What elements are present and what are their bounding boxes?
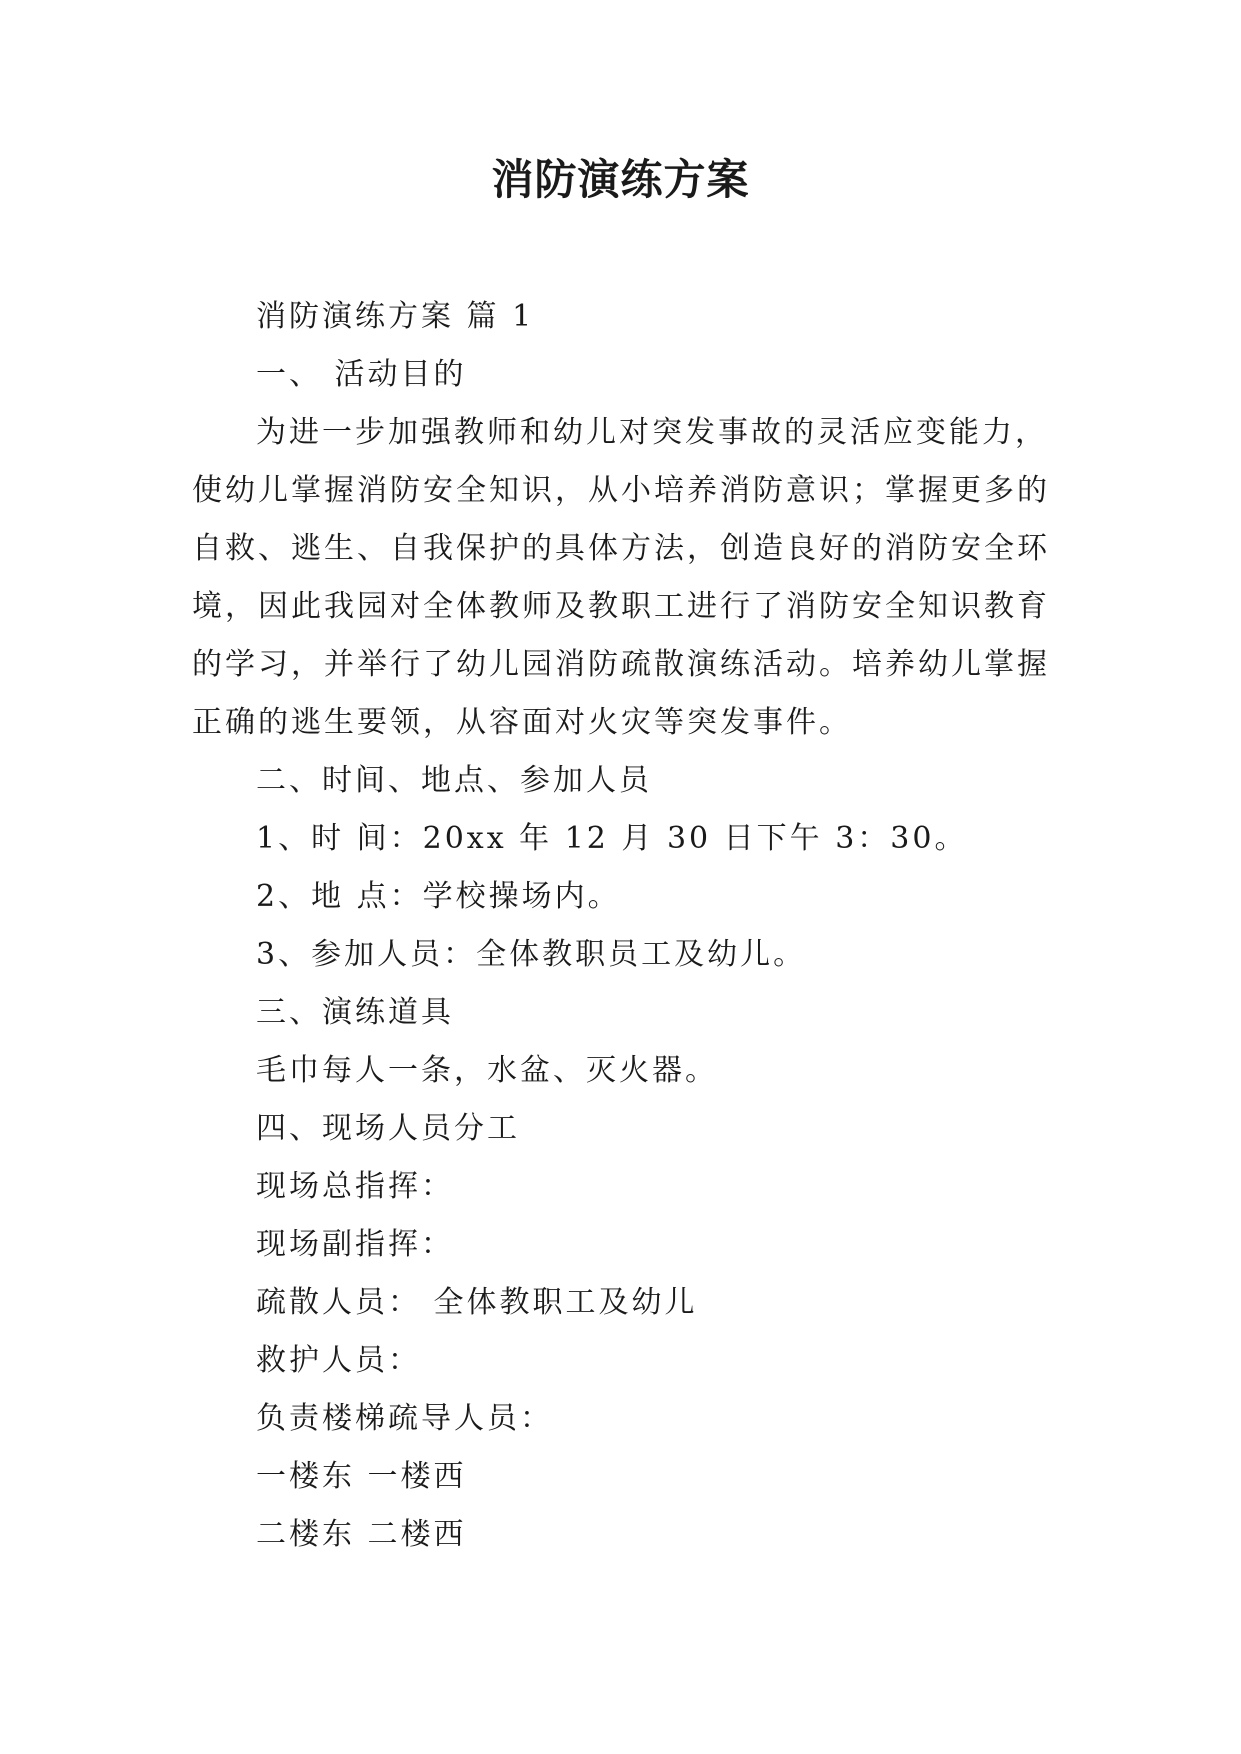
list-item: 现场副指挥： xyxy=(256,1227,454,1262)
list-item: 疏散人员： 全体教职工及幼儿 xyxy=(256,1285,698,1320)
section-heading: 一、 活动目的 xyxy=(256,357,467,392)
list-item: 3、参加人员：全体教职员工及幼儿。 xyxy=(256,937,807,972)
document-body xyxy=(192,288,1072,1564)
section-heading: 三、演练道具 xyxy=(256,995,454,1030)
document-title: 消防演练方案 xyxy=(491,155,750,204)
list-item: 1、时 间：20xx 年 12 月 30 日下午 3：30。 xyxy=(256,821,968,856)
paragraph-line: 的学习，并举行了幼儿园消防疏散演练活动。培养幼儿掌握 xyxy=(192,647,1050,682)
list-item: 2、地 点：学校操场内。 xyxy=(256,879,621,914)
section-heading: 四、现场人员分工 xyxy=(256,1111,520,1146)
paragraph-line: 为进一步加强教师和幼儿对突发事故的灵活应变能力， xyxy=(256,415,1048,450)
list-item: 二楼东 二楼西 xyxy=(256,1517,467,1552)
paragraph-line: 自救、逃生、自我保护的具体方法，创造良好的消防安全环 xyxy=(192,531,1050,566)
paragraph-line: 境，因此我园对全体教师及教职工进行了消防安全知识教育 xyxy=(192,589,1050,624)
paragraph-line: 正确的逃生要领，从容面对火灾等突发事件。 xyxy=(192,705,852,740)
section-heading: 二、时间、地点、参加人员 xyxy=(256,763,652,798)
paragraph-line: 毛巾每人一条，水盆、灭火器。 xyxy=(256,1053,718,1088)
list-item: 一楼东 一楼西 xyxy=(256,1459,467,1494)
paragraph-line: 使幼儿掌握消防安全知识，从小培养消防意识；掌握更多的 xyxy=(192,473,1050,508)
list-item: 救护人员： xyxy=(256,1343,421,1378)
section-heading: 消防演练方案 篇 1 xyxy=(256,299,535,334)
list-item: 现场总指挥： xyxy=(256,1169,454,1204)
list-item: 负责楼梯疏导人员： xyxy=(256,1401,553,1436)
